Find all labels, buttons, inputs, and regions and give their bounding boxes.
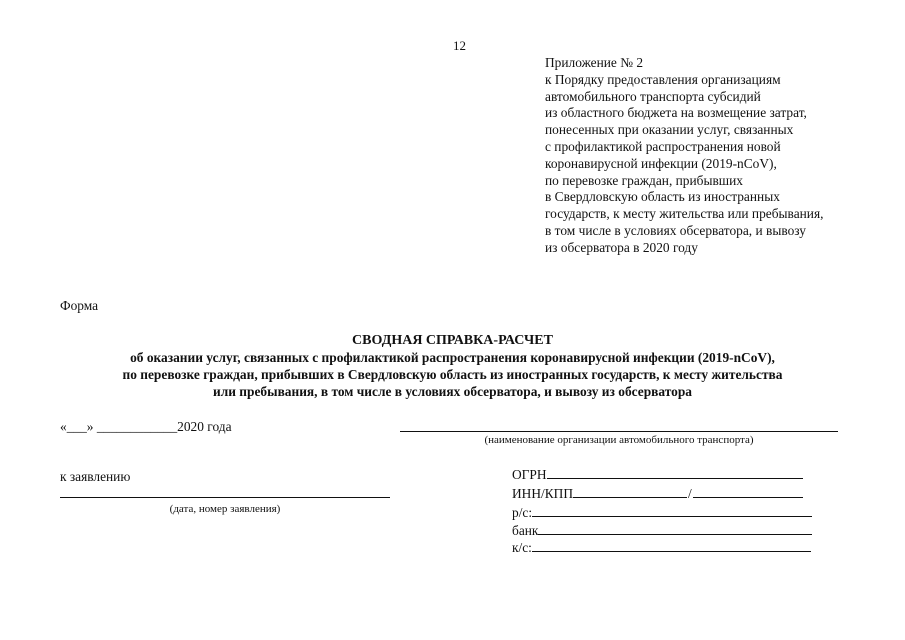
- appendix-line: понесенных при оказании услуг, связанных: [545, 122, 794, 138]
- appendix-header: [545, 55, 823, 257]
- appendix-line: в том числе в условиях обсерватора, и вывозу: [545, 222, 806, 238]
- title-line: по перевозке граждан, прибывших в Свердловскую область из иностранных государств, к месту жительства: [122, 367, 783, 382]
- inn-field[interactable]: [573, 485, 687, 498]
- bank-row: [512, 522, 812, 539]
- rs-row: [512, 504, 812, 521]
- ks-row: [512, 539, 811, 556]
- inn-kpp-row: [512, 485, 803, 502]
- appendix-line: государств, к месту жительства или пребывания,: [545, 206, 824, 222]
- ks-label: к/с:: [512, 540, 532, 555]
- inn-kpp-separator: /: [688, 486, 692, 501]
- title-main: СВОДНАЯ СПРАВКА-РАСЧЕТ: [352, 333, 553, 348]
- rs-label: р/с:: [512, 505, 533, 520]
- kpp-field[interactable]: [693, 485, 803, 498]
- ogrn-row: [512, 466, 803, 483]
- appendix-line: по перевозке граждан, прибывших: [545, 172, 743, 188]
- application-field[interactable]: [60, 497, 390, 498]
- date-field[interactable]: «___» ____________2020 года: [60, 419, 232, 434]
- bank-field[interactable]: [538, 522, 812, 535]
- appendix-line: с профилактикой распространения новой: [545, 138, 781, 154]
- appendix-line: к Порядку предоставления организациям: [545, 71, 781, 87]
- page-number: 12: [453, 38, 466, 53]
- appendix-line: автомобильного транспорта субсидий: [545, 88, 761, 104]
- appendix-line: Приложение № 2: [545, 55, 644, 70]
- ks-field[interactable]: [532, 539, 811, 552]
- rs-field[interactable]: [532, 504, 812, 517]
- organization-name-caption: (наименование организации автомобильного транспорта): [484, 434, 754, 446]
- title-line: или пребывания, в том числе в условиях обсерватора, и вывозу из обсерватора: [213, 384, 692, 399]
- appendix-line: из обсерватора в 2020 году: [545, 239, 698, 255]
- appendix-line: в Свердловскую область из иностранных: [545, 189, 780, 205]
- title-line: об оказании услуг, связанных с профилактикой распространения коронавирусной инфекции (2019-nCoV),: [130, 350, 775, 365]
- organization-name-field[interactable]: [400, 431, 838, 432]
- bank-label: банк: [512, 523, 539, 538]
- inn-kpp-label: ИНН/КПП: [512, 486, 574, 501]
- appendix-line: коронавирусной инфекции (2019-nCoV),: [545, 155, 777, 171]
- appendix-line: из областного бюджета на возмещение затрат,: [545, 105, 807, 121]
- document-title: [0, 332, 905, 400]
- ogrn-field[interactable]: [547, 466, 803, 479]
- application-label: к заявлению: [60, 469, 131, 484]
- form-label: Форма: [60, 298, 99, 313]
- application-caption: (дата, номер заявления): [169, 503, 281, 515]
- ogrn-label: ОГРН: [512, 467, 547, 482]
